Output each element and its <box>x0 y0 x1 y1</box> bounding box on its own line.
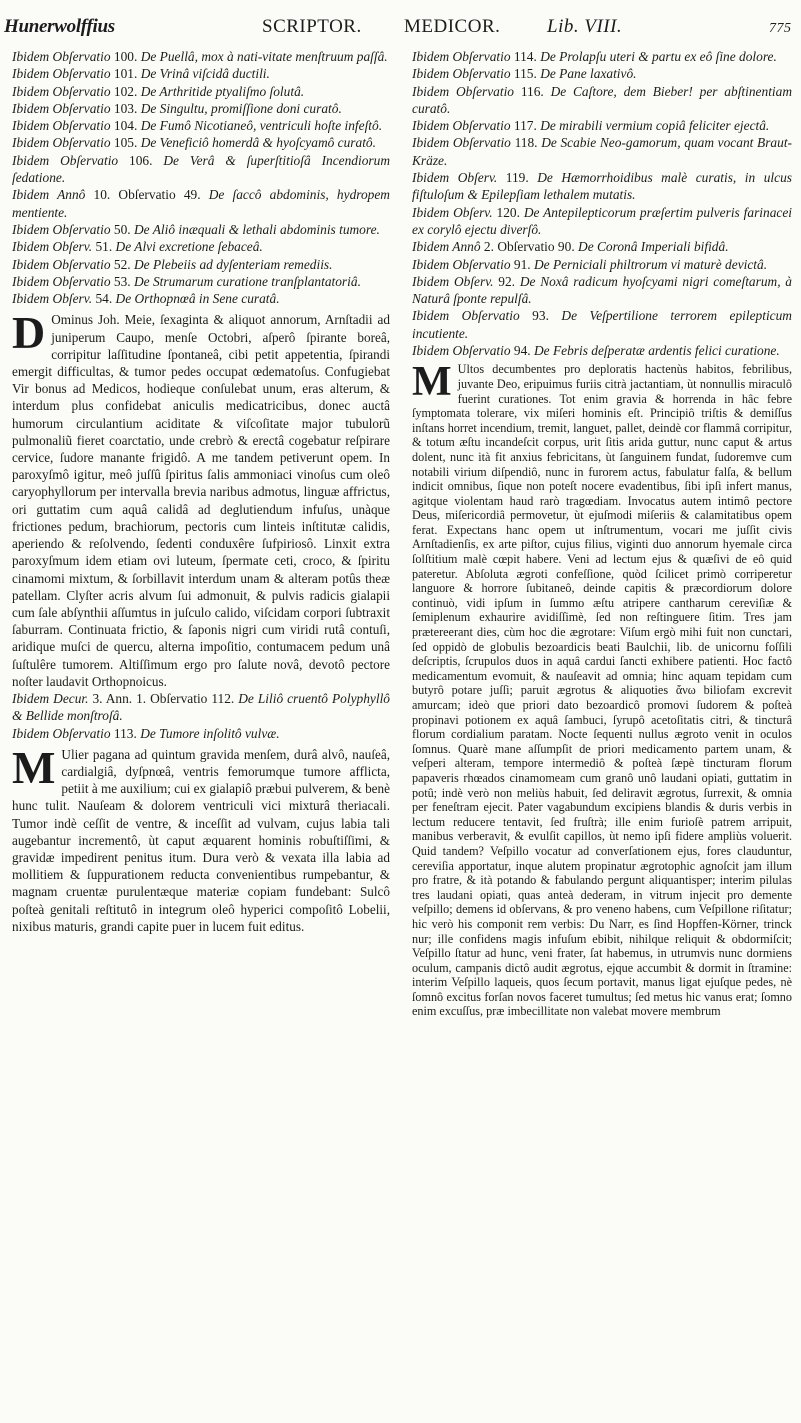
entry-lead: Ibidem Obſervatio <box>12 118 111 134</box>
case-text-orthopnoea <box>12 307 390 689</box>
entry-title: De Liliô cruentô Polyphyllô & Bellide monſtroſâ. <box>12 690 390 724</box>
entry-number: 3. Ann. 1. Obſervatio 112. <box>92 690 235 706</box>
observation-entry <box>12 83 390 100</box>
entry-number: 106. <box>129 152 153 168</box>
running-head-left: SCRIPTOR. <box>262 16 362 37</box>
observation-entry <box>412 307 792 342</box>
observation-entry <box>12 65 390 82</box>
running-head-right: MEDICOR. <box>404 16 501 37</box>
observation-entry <box>412 273 792 308</box>
entry-title: De Veneficiô homerdâ & hyoſcyamô curatô. <box>140 135 376 151</box>
entry-number: 52. <box>113 256 131 272</box>
case-text-fever <box>412 359 792 1019</box>
entry-lead: Ibidem Obſerv. <box>412 273 494 289</box>
entry-number: 120. <box>496 204 520 220</box>
observation-list <box>12 690 390 742</box>
observation-entry <box>12 221 390 238</box>
entry-number: 117. <box>513 118 537 134</box>
drop-cap-initial: M <box>12 741 56 793</box>
entry-lead: Ibidem Decur. <box>12 690 89 706</box>
running-head-author: Hunerwolffius <box>4 16 115 37</box>
observation-entry <box>412 204 792 239</box>
drop-cap-initial: D <box>12 307 46 359</box>
entry-lead: Ibidem Obſervatio <box>12 135 111 151</box>
entry-lead: Ibidem Obſervatio <box>412 83 515 99</box>
entry-number: 93. <box>532 308 549 324</box>
entry-lead: Ibidem Annô <box>12 187 86 203</box>
entry-title: De Fumô Nicotianeô, ventriculi hoſte infeſtô. <box>140 118 383 134</box>
entry-lead: Ibidem Obſervatio <box>412 49 511 64</box>
entry-number: 114. <box>513 49 537 64</box>
observation-entry <box>412 256 792 273</box>
entry-number: 104. <box>113 118 138 134</box>
entry-lead: Ibidem Annô <box>412 239 481 255</box>
entry-title: De ſaccô abdominis, hydropem mentiente. <box>12 187 390 220</box>
entry-lead: Ibidem Obſervatio <box>12 49 111 64</box>
entry-number: 101. <box>113 66 138 82</box>
entry-title: De Perniciali philtrorum vi maturè devictâ. <box>534 256 768 272</box>
entry-number: 103. <box>113 100 138 116</box>
drop-cap-initial: M <box>412 359 452 406</box>
observation-entry <box>12 100 390 117</box>
entry-title: De Febris deſperatæ ardentis felici curatione. <box>534 343 780 359</box>
entry-title: De Aliô inæquali & lethali abdominis tumore. <box>134 221 380 237</box>
left-column <box>12 48 390 1418</box>
entry-number: 102. <box>113 83 138 99</box>
entry-lead: Ibidem Obſervatio <box>12 83 111 99</box>
entry-title: De Strumarum curatione tranſplantatoriâ. <box>134 273 361 289</box>
observation-entry <box>12 186 390 221</box>
observation-entry <box>12 238 390 255</box>
entry-number: 50. <box>113 221 131 237</box>
entry-lead: Ibidem Obſerv. <box>12 291 93 307</box>
observation-entry <box>412 238 792 255</box>
entry-title: De Puellâ, mox à nati-vitate menſtruum paſſâ. <box>140 49 388 64</box>
entry-number: 119. <box>505 170 529 186</box>
entry-number: 10. Obſervatio 49. <box>93 187 201 203</box>
observation-entry <box>412 117 792 134</box>
entry-number: 113. <box>113 725 137 741</box>
entry-title: De Alvi excretione ſebaceâ. <box>115 239 263 255</box>
observation-entry <box>412 83 792 118</box>
entry-title: De Caſtore, dem Bieber! per abſtinentiam curatô. <box>412 83 792 116</box>
entry-lead: Ibidem Obſervatio <box>412 256 511 272</box>
observation-entry <box>12 117 390 134</box>
entry-number: 91. <box>513 256 531 272</box>
entry-title: De mirabili vermium copiâ feliciter ejectâ. <box>540 118 770 134</box>
entry-lead: Ibidem Obſervatio <box>12 256 111 272</box>
entry-title: De Vrinâ viſcidâ ductili. <box>140 66 270 82</box>
paragraph-body: Ulier pagana ad quintum gravida menſem, durâ alvô, nauſeâ, cardialgiâ, dyſpnœâ, ventris femorumque tumore afflicta, petiit à me auxilium; cui ex gialapiô præbui pulverem, & benè hunc tulit. Nauſeam & dolorem ventriculi vici mixturâ theriacali. Tumor indè ceſſit de ventre, & inceſſit ad vulvam, cujus labia tali augebantur incrementô, ùt caput æquarent hominis robuſtiſſimi, & gravidæ impedirent penitus itum. Dura verò & vexata illa labia ad mollitiem & ſuppurationem reducta convenientibus rumpebantur, & magnam cruentæ purulentæque materiæ copiam fundebant: Sulcô poſteà genitali reſtitutô in integrum oleô hyperici compoſitô Lobelii, nixibus maturis, grandi capite puer in lucem fuit editus. <box>12 746 390 934</box>
entry-title: De Singultu, promiſſione doni curatô. <box>140 100 342 116</box>
observation-entry <box>12 290 390 307</box>
entry-number: 115. <box>513 66 537 82</box>
entry-title: De Scabie Neo-gamorum, quam vocant Braut-Kräze. <box>412 135 792 168</box>
observation-entry <box>412 65 792 82</box>
entry-number: 116. <box>520 83 544 99</box>
entry-title: De Antepilepticorum præſertim pulveris farinacei ex corylô ejectu diverſô. <box>412 204 792 237</box>
entry-title: De Pane laxativô. <box>540 66 637 82</box>
entry-number: 53. <box>113 273 131 289</box>
entry-lead: Ibidem Obſervatio <box>412 66 511 82</box>
entry-title: De Veſpertilione terrorem epilepticum incutiente. <box>412 308 792 341</box>
entry-lead: Ibidem Obſervatio <box>12 66 111 82</box>
entry-title: De Verâ & ſuperſtitioſâ Incendiorum ſedatione. <box>12 152 390 186</box>
entry-number: 100. <box>113 49 138 64</box>
observation-entry <box>12 690 390 725</box>
entry-lead: Ibidem Obſerv. <box>412 204 493 220</box>
observation-entry <box>12 134 390 151</box>
entry-title: De Arthritide ptyaliſmo ſolutâ. <box>140 83 305 99</box>
entry-lead: Ibidem Obſervatio <box>12 221 111 237</box>
entry-lead: Ibidem Obſervatio <box>12 152 119 168</box>
paragraph-body: Ominus Joh. Meie, ſexaginta & aliquot annorum, Arnſtadii ad juniperum Caupo, menſe Octobri, aſperô ſpirante boreâ, corripitur laſſitudine ſpontaneâ, cibi petit appetentia, ſpirandi emergit difficultas, & tumor pedes occupat œdematoſus. Confugiebat Vir bonus ad Medicos, hodieque conſulebat unum, eras alterum, & interdum plus confidebat aniculis medicatricibus, donec auctâ humorum circulantium aciditate & viſcoſitate major tubulorũ pulmonaliũ fieret coarctatio, unde crebrò & erectâ cogebatur reſpirare cervice, ſudore manante frigidô. A me tandem petiverunt opem. In paroxyſmô igitur, meô juſſû ſpiritus ſalis ammoniaci vinoſus cum oleô caryophyllorum per intervalla brevia naribus admotus, linguæ affrictus, ori guttatim cum aquâ calidâ ad deglutiendum infuſus, unàque frictiones pedum, brachiorum, pectoris cum linteis inſtitutæ calidis, aperiendo & reſolvendo, ſedenti conduxêre ſufpiriosô. Linxit extra paroxyſmum idem etiam ovi luteum, ſpermate ceti, croco, & ſpiritu cinamomi mixtum, & ſorbillavit interdum unam & alteram potûs theæ patellam. Clyſter acris alvum ſui admonuit, & pulvis radicis gialapii cum ſale abſynthii aſſumtus in juſculo calido, viſcidam corpori ſubtraxit ſaburram. Continuata frictio, & ſaponis nigri cum viridi rutâ contuſi, aridique muſci de quercu, alterna impoſitio, contumacem pedum unâ ſuſtulêre tumorem. Altiſſimum ergo pro ſalute novâ, devotô pectore noſter laudavit Orthopnoicus. <box>12 312 390 689</box>
paragraph-body: Ultos decumbentes pro deploratis hactenùs habitos, febrilibus, juvante Deo, eripuimus furiis citrà jactantiam, ùt nonnullis miraculô fuerint curationes. Tot enim gravia & horrenda in hâc febre ſymptomata tolerare, vix miſeri hominis eſt. Principiô triſtis & demiſſus inſtans horret incendium, tremit, languet, pallet, deindè cor flammâ corripitur, & totum æſtu incandeſcit corpus, urit ſitis arida guttur, nunc caput & artus dolent, nunc ità fit anxius febricitans, ùt ſanguinem fundat, ſudoremve cum notabili virium diſpendiô, nunc in furorem actus, fabulatur falſa, & bellum indicit omnibus, ſique non poteſt nocere evadentibus, ſibi ipſi infert manus, agitque violentam haud rarò tragœdiam. Invocatus autem intimô pectore Deus, miſericordiâ permovetur, ùt ejuſmodi miſeriis & calamitatibus opem ferat. Expectans hanc opem ut inſtrumentum, vocari me juſſit civis Arnſtadienſis, ex arte piſtor, cujus filius, viginti duo annorum hyemale circa ſolſtitium malè cœpit habere. Veni ad lectum ejus & quæſivi de eô quid pateretur. Abſoluta ægroti confeſſione, quòd ſcilicet primò corriperetur languore & horrore ſubitaneô, deinde capitis & præcordiorum dolore continuò, vidi ipſum in ſummo æſtu atripere cantharum cereviſiæ & ſemiplenum exhaurire avidiſſimè, ſed non reſtinguere ſitim. Tres jam prætereerant dies, cùm hoc die ægrotare: Viſum ergò mihi fuit non cunctari, ſed oppidò de globulis bezoardicis beati Baulchii, lib. de unicornu foſſili deſcriptis, ſcrupulos duos in aquâ cardui ſancti exhibere patienti. Hoc factô medicamentum evomuit, & nauſeavit ad omnia; hinc aquam tepidam cum butyrô potare juſſi; paruit ægrotus & aliquoties ἄνω biliofam excrevit amurcam; ideò que priori dato bezoardicô promovi ſudorem & poſteà propinavi potionem ex aquâ ſambuci, ſyrupô acetoſitatis citri, & tincturâ florum cordialium paratam. Nocte ſequenti nullus ægroto venit in oculos ſomnus. Quarè mane aſſumpſit de priori medicamento partem unam, & veſperi alteram, tempore intermediô & poſteà ſæpè tincturam florum papaveris rhœados cinamomeam cum granô unô laudani opiati, guttatim in potû; indè verò non meliùs habuit, ſed deliravit ægrotus, ſurrexit, & omnia per feneſtram ejecit. Pater vagabundum excipiens blandis & duris verbis in lectum reducere tentavit, ſed fruſtrà; ille enim furioſè patrem arripuit, manibus verberavit, & evulſit capillos, ùt nemo ipſi fidere ampliùs voluerit. Quid tandem? Veſpillo vocatur ad converſationem ejus, fores clauduntur, cereviſia apportatur, inque alutem propinatur ægrotophic agnoſcit jam illum pro fratre, & ità potando & fabulando pergunt aliquantisper; interim pilulas tres laudani opiati, quas anteà dederam, in vitrum injecit pro demente veſpillo; demens id obſervans, & pro veneno habens, cum Veſpillone riſitatur; hic verò his componit rem verbis: Du Narr, es ſind Hopffen-Körner, trinck nur; ille confidens magis infuſum ebibit, nihilque reliquit & obdormiſcit; Veſpillo ſtatur ad hunc, veni frater, ſat habemus, in utrumvis nunc dormiens oculum, campanis dictô audit ægrotus, ejque accumbit & dormit in ſtramine: interim Veſpillo laqueis, quos ſecum portavit, manus ligat ejuſque pedes, nè ſomnô excitus forſan novos faceret tumultus; ſed metus hic vanus erat; ſomno enim excuſſus, præ imbecillitate non valebat movere membrum <box>412 362 792 1019</box>
entry-number: 54. <box>95 291 113 307</box>
observation-list <box>412 48 792 359</box>
entry-lead: Ibidem Obſervatio <box>412 343 511 359</box>
observation-entry <box>12 725 390 742</box>
entry-title: De Tumore inſolitô vulvæ. <box>140 725 280 741</box>
entry-lead: Ibidem Obſervatio <box>412 135 511 151</box>
entry-lead: Ibidem Obſervatio <box>12 725 111 741</box>
entry-lead: Ibidem Obſervatio <box>412 308 520 324</box>
entry-number: 105. <box>113 135 138 151</box>
observation-entry <box>12 273 390 290</box>
entry-title: De Coronâ Imperiali bifidâ. <box>578 239 729 255</box>
observation-entry <box>412 134 792 169</box>
entry-lead: Ibidem Obſervatio <box>12 273 111 289</box>
entry-title: De Orthopnœâ in Sene curatâ. <box>115 291 280 307</box>
page-number: 775 <box>769 21 792 36</box>
running-head-book: Lib. VIII. <box>547 16 623 37</box>
right-column <box>412 48 792 1418</box>
entry-number: 51. <box>95 239 113 255</box>
entry-number: 94. <box>513 343 531 359</box>
entry-title: De Hæmorrhoidibus malè curatis, in ulcus fiſtuloſum & Epilepſiam lethalem mutatis. <box>412 170 792 203</box>
observation-entry <box>12 152 390 187</box>
observation-entry <box>12 256 390 273</box>
observation-entry <box>412 48 792 65</box>
entry-title: De Plebeiis ad dyſenteriam remediis. <box>134 256 333 272</box>
case-text-vulva <box>12 741 390 935</box>
entry-number: 118. <box>514 135 538 151</box>
entry-lead: Ibidem Obſerv. <box>412 170 498 186</box>
observation-list <box>12 48 390 307</box>
entry-number: 92. <box>498 273 516 289</box>
observation-entry <box>412 342 792 359</box>
entry-lead: Ibidem Obſervatio <box>412 118 511 134</box>
entry-number: 2. Obſervatio 90. <box>483 239 575 255</box>
observation-entry <box>412 169 792 204</box>
entry-lead: Ibidem Obſervatio <box>12 100 111 116</box>
entry-title: De Prolapſu uteri & partu ex eô ſine dolore. <box>540 49 777 64</box>
observation-entry <box>12 48 390 65</box>
entry-title: De Noxâ radicum hyoſcyami nigri comeſtarum, à Naturâ ſponte repulſâ. <box>412 273 792 307</box>
entry-lead: Ibidem Obſerv. <box>12 239 93 255</box>
